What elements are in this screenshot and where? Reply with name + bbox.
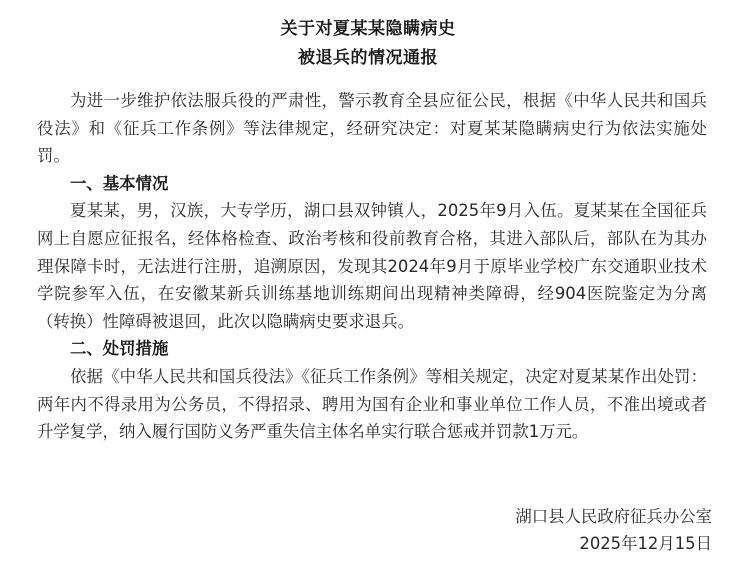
section-text-penalty: 依据《中华人民共和国兵役法》《征兵工作条例》等相关规定，决定对夏某某作出处罚：两年内不得录用为公务员，不得招录、聘用为国有企业和事业单位工作人员，不准出境或者升学复学，纳入履行国防义务严重失信主体名单实行联合惩戒并罚款1万元。	[37, 366, 707, 442]
section-heading-basic-info: 一、基本情况	[70, 173, 169, 193]
document-title-line1: 关于对夏某某隐瞒病史	[280, 19, 456, 39]
document-title-line2: 被退兵的情况通报	[298, 48, 438, 68]
section-heading-penalty: 二、处罚措施	[70, 339, 169, 359]
issue-date: 2025年12月15日	[579, 534, 712, 553]
intro-paragraph: 为进一步维护依法服兵役的严肃性，警示教育全县应征公民，根据《中华人民共和国兵役法》和《征兵工作条例》等法律规定，经研究决定：对夏某某隐瞒病史行为依法实施处罚。	[37, 91, 707, 166]
issuer-signature: 湖口县人民政府征兵办公室	[515, 507, 712, 526]
document-body	[37, 87, 707, 446]
section-text-basic-info: 夏某某，男，汉族，大专学历，湖口县双钟镇人，2025年9月入伍。夏某某在全国征兵网上自愿应征报名，经体格检查、政治考核和役前教育合格，其进入部队后，部队在为其办理保障卡时，无法进行注册，追溯原因，发现其2024年9月于原毕业学校广东交通职业技术学院参军入伍，在安徽某新兵训练基地训练期间出现精神类障碍，经904医院鉴定为分离（转换）性障碍被退回，此次以隐瞒病史要求退兵。	[37, 201, 707, 331]
